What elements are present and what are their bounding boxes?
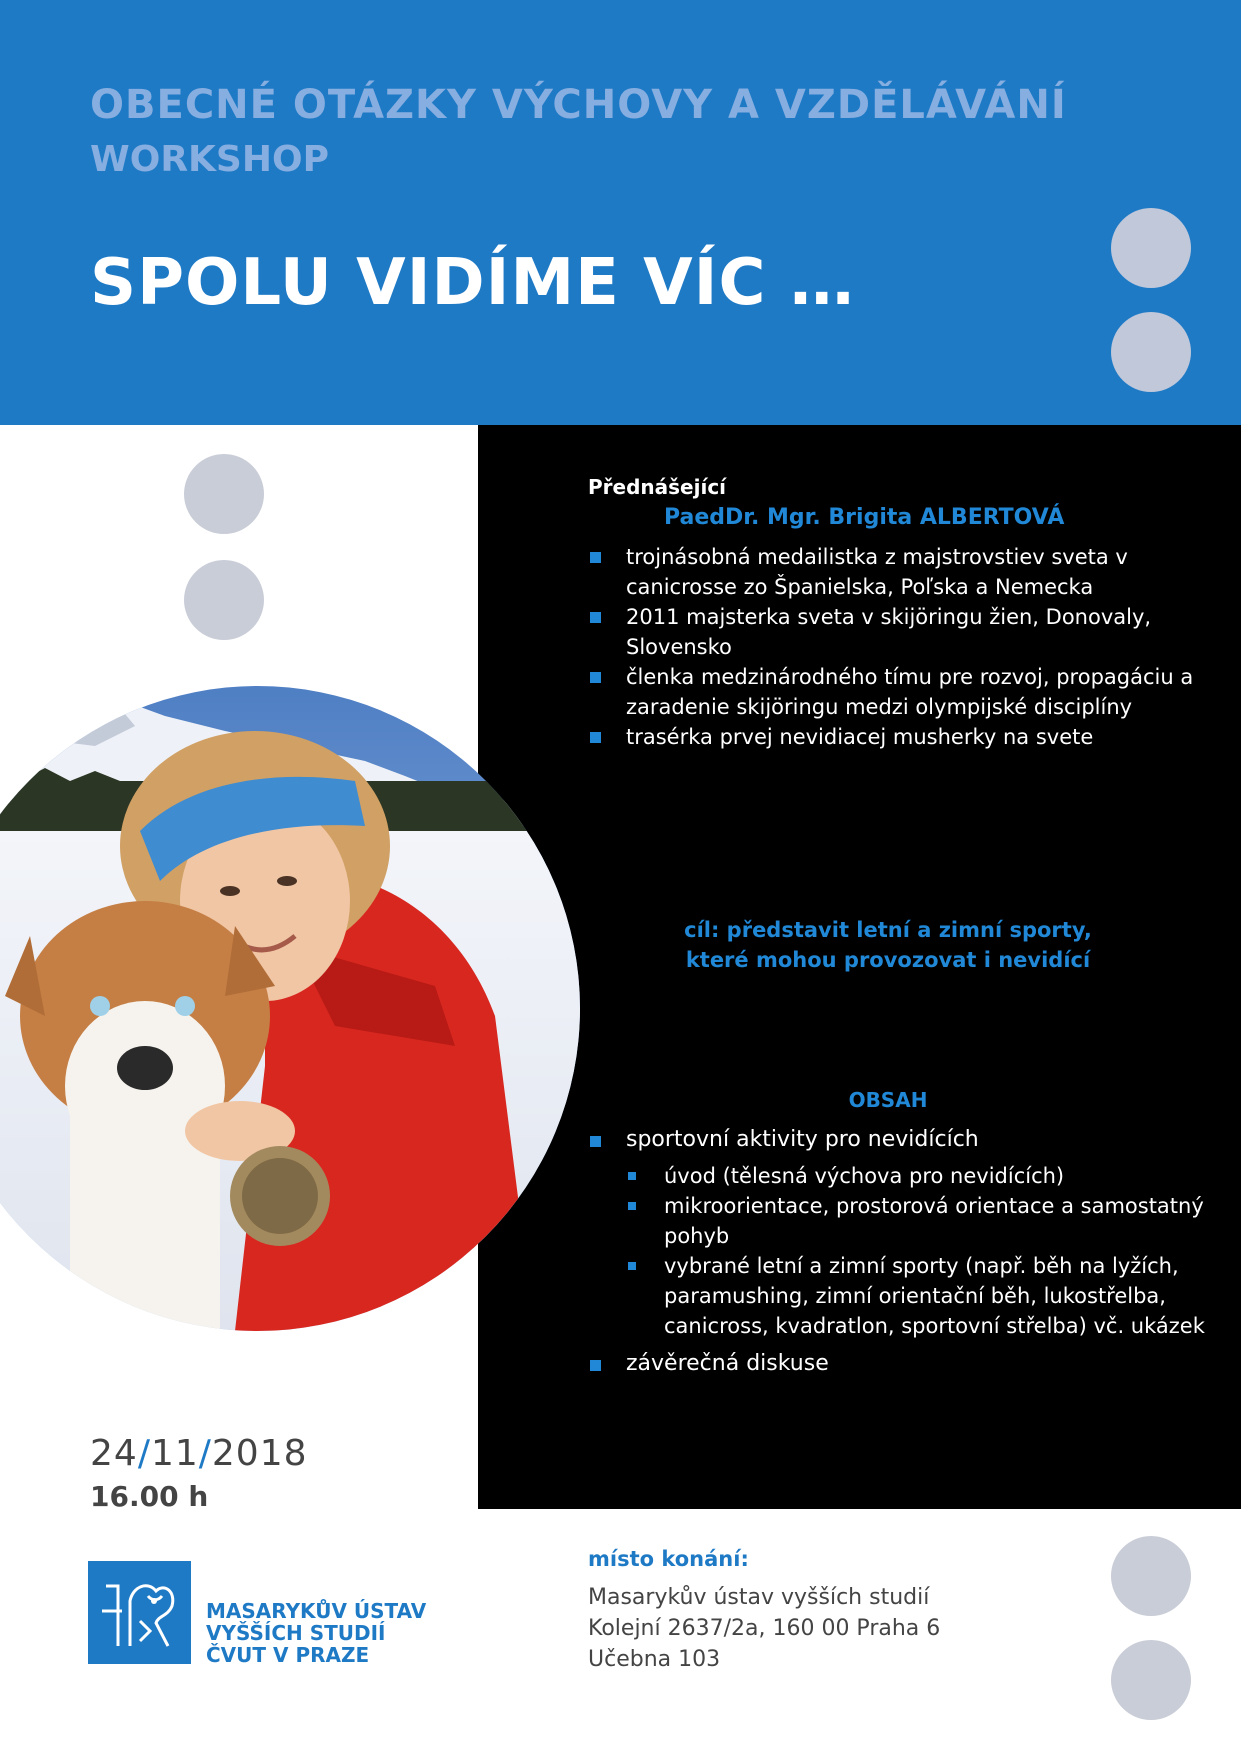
venue-line: Kolejní 2637/2a, 160 00 Praha 6 [588, 1616, 941, 1641]
list-item [588, 1125, 1208, 1341]
event-type: WORKSHOP [90, 139, 329, 180]
goal-line: cíl: představit letní a zimní sporty, [684, 918, 1092, 942]
date-year: 2018 [211, 1433, 308, 1474]
decorative-dot [184, 454, 264, 534]
content-sublist [628, 1161, 1208, 1341]
decorative-dot [1111, 1536, 1191, 1616]
content-main-item: sportovní aktivity pro nevidících [626, 1127, 979, 1152]
decorative-dot [1111, 208, 1191, 288]
info-panel [478, 425, 1241, 1509]
list-item: 2011 majsterka sveta v skijöringu žien, Donovaly, Slovensko [588, 602, 1208, 662]
organizer-line: VYŠŠÍCH STUDIÍ [206, 1621, 386, 1645]
venue-line: Učebna 103 [588, 1647, 721, 1672]
lion-emblem-logo [88, 1561, 191, 1664]
list-item: členka medzinárodného tímu pre rozvoj, propagáciu a zaradenie skijöringu medzi olympijské disciplíny [588, 662, 1208, 722]
date-day: 24 [90, 1433, 138, 1474]
decorative-dot [1111, 1640, 1191, 1720]
organizer-line: MASARYKŮV ÚSTAV [206, 1599, 427, 1623]
event-time: 16.00 h [90, 1480, 209, 1513]
event-date [90, 1433, 308, 1474]
decorative-dot [184, 560, 264, 640]
list-item: závěrečná diskuse [588, 1349, 1208, 1379]
header-banner [0, 0, 1241, 425]
content-list [588, 1125, 1208, 1379]
list-item: trasérka prvej nevidiacej musherky na svete [588, 722, 1208, 752]
list-item: mikroorientace, prostorová orientace a samostatný pohyb [628, 1191, 1208, 1251]
date-month: 11 [150, 1433, 199, 1474]
achievement-list [588, 542, 1208, 752]
venue-label: místo konání: [588, 1547, 749, 1571]
lecturer-label: Přednášející [588, 475, 727, 499]
date-separator: / [198, 1433, 212, 1474]
list-item: vybrané letní a zimní sporty (např. běh na lyžích, paramushing, zimní orientační běh, lukostřelba, canicross, kvadratlon, sportovní střelba) vč. ukázek [628, 1251, 1208, 1341]
venue-address [588, 1582, 940, 1675]
list-item: úvod (tělesná výchova pro nevidících) [628, 1161, 1208, 1191]
series-title: OBECNÉ OTÁZKY VÝCHOVY A VZDĚLÁVÁNÍ [90, 82, 1067, 128]
organizer-name [206, 1600, 426, 1666]
goal-line: které mohou provozovat i nevidící [685, 948, 1091, 972]
decorative-dot [1111, 312, 1191, 392]
venue-line: Masarykův ústav vyšších studií [588, 1585, 930, 1610]
list-item: trojnásobná medailistka z majstrovstiev sveta v canicrosse zo Španielska, Poľska a Nemecka [588, 542, 1208, 602]
page-title: SPOLU VIDÍME VÍC … [90, 246, 855, 320]
content-heading: OBSAH [848, 1088, 928, 1112]
date-separator: / [137, 1433, 151, 1474]
lecturer-name: PaedDr. Mgr. Brigita ALBERTOVÁ [664, 505, 1065, 530]
organizer-line: ČVUT V PRAZE [206, 1643, 370, 1667]
goal-statement [588, 915, 1188, 975]
